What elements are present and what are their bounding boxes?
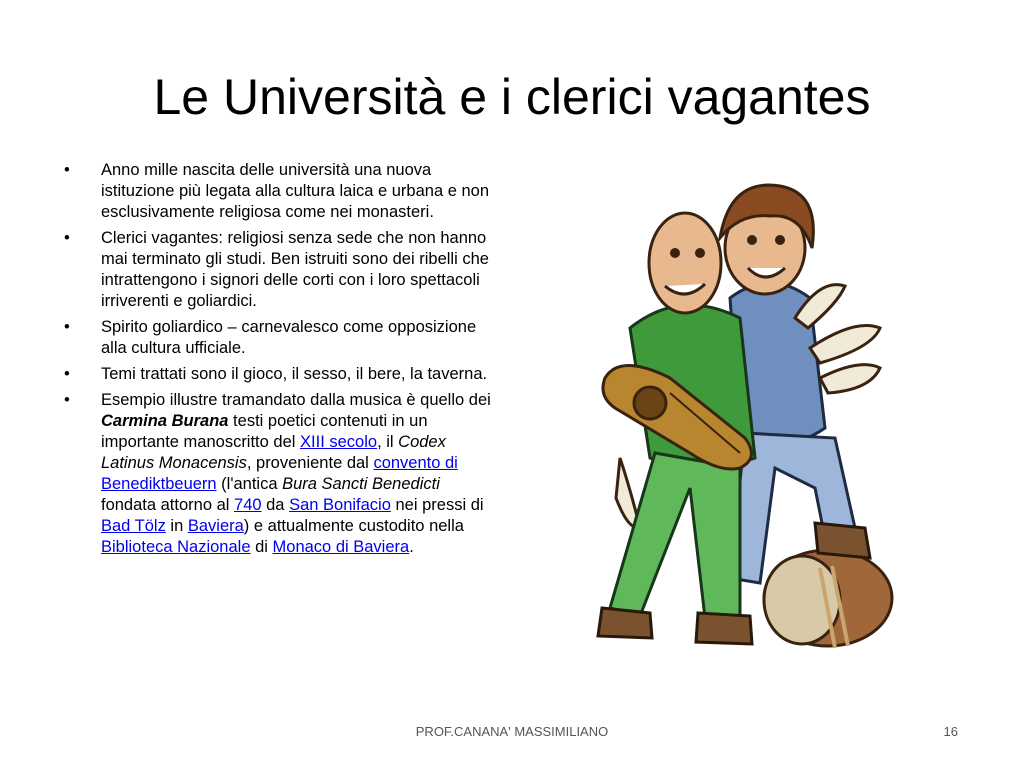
bullet-text-segment: , il [377, 433, 399, 451]
link-san-bonifacio[interactable]: San Bonifacio [289, 496, 391, 514]
bullet-text-segment: da [261, 496, 290, 514]
bullet-text-segment: Esempio illustre tramandato dalla musica è quello dei [101, 391, 491, 409]
page-number: 16 [943, 724, 958, 739]
drum-icon [764, 550, 892, 648]
bullet-text-segment: di [250, 538, 273, 556]
bullet-text-segment: in [165, 517, 188, 535]
bullet-text-segment: , proveniente dal [246, 454, 374, 472]
bullet-item-2 [64, 228, 496, 312]
bullet-text-segment: fondata attorno al [101, 496, 235, 514]
bullet-list [64, 160, 496, 563]
bullet-mark: • [64, 161, 70, 179]
bullet-text-segment: . [409, 538, 414, 556]
link-baviera[interactable]: Baviera [187, 517, 244, 535]
bullet-text-segment: (l'antica [216, 475, 283, 493]
link-convento[interactable]: convento di Benediktbeuern [101, 454, 458, 493]
link-740[interactable]: 740 [234, 496, 262, 514]
bullet-text: Clerici vagantes: religiosi senza sede che non hanno mai terminato gli studi. Ben istruiti sono dei ribelli che intrattengono i signori delle corti con i loro spettacoli irriverenti e goliardici. [101, 229, 489, 310]
bullet-text-segment: testi poetici contenuti in un importante manoscritto del [101, 412, 428, 451]
bura-title: Bura Sancti Benedicti [282, 475, 440, 493]
link-xiii-secolo[interactable]: XIII secolo [300, 433, 378, 451]
carmina-burana-title: Carmina Burana [101, 412, 229, 430]
bullet-mark: • [64, 318, 70, 336]
bullet-text-segment: ) e attualmente custodito nella [243, 517, 464, 535]
bullet-item-3 [64, 317, 496, 359]
link-monaco-di-baviera[interactable]: Monaco di Baviera [272, 538, 410, 556]
bullet-text-segment: nei pressi di [390, 496, 484, 514]
bullet-text: Temi trattati sono il gioco, il sesso, il bere, la taverna. [101, 365, 488, 383]
bullet-mark: • [64, 229, 70, 247]
footer-author: PROF.CANANA' MASSIMILIANO [415, 724, 609, 739]
jesters-illustration [580, 168, 904, 674]
link-biblioteca-nazionale[interactable]: Biblioteca Nazionale [101, 538, 251, 556]
bullet-text: Anno mille nascita delle università una nuova istituzione più legata alla cultura laica e urbana e non esclusivamente religiosa come nei monasteri. [101, 161, 490, 221]
bullet-item-1 [64, 160, 496, 223]
codex-title: Codex Latinus Monacensis [101, 433, 446, 472]
slide-title: Le Università e i clerici vagantes [153, 69, 871, 125]
link-bad-tolz[interactable]: Bad Tölz [101, 517, 166, 535]
bullet-mark: • [64, 365, 70, 383]
bullet-item-5 [64, 390, 496, 558]
bullet-mark: • [64, 391, 70, 409]
bullet-item-4 [64, 364, 496, 385]
bullet-text: Spirito goliardico – carnevalesco come opposizione alla cultura ufficiale. [101, 318, 477, 357]
